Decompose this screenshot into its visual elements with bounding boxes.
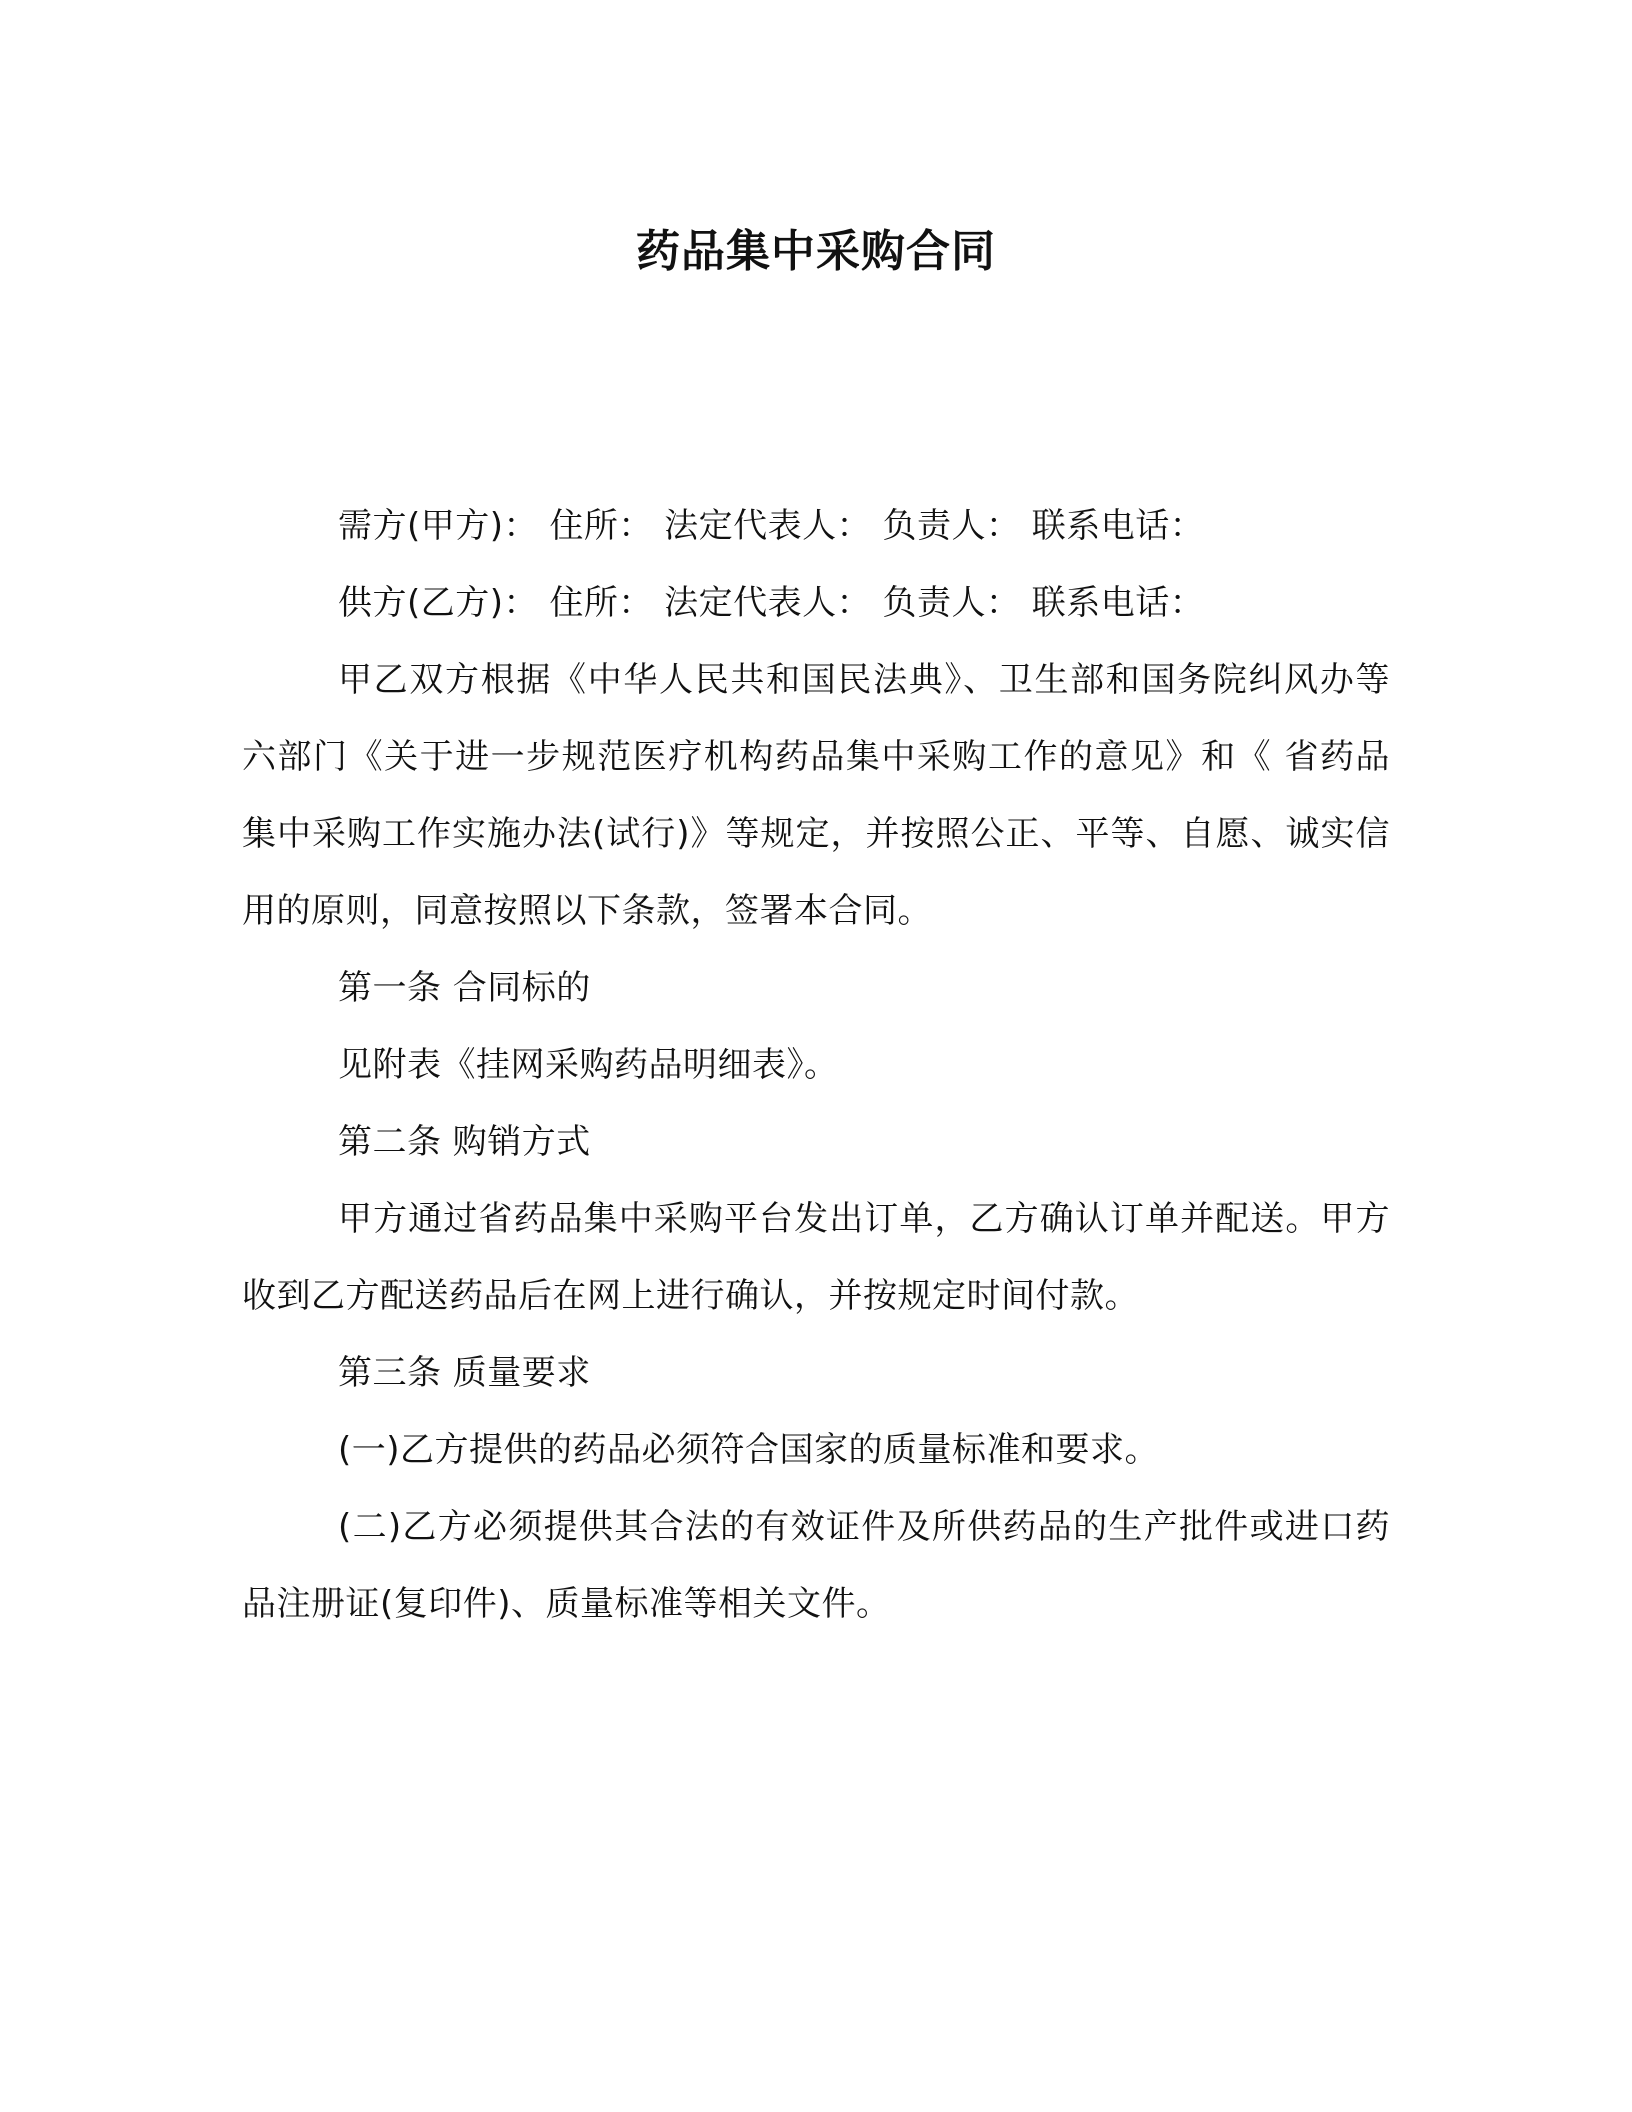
preamble-paragraph: 甲乙双方根据《中华人民共和国民法典》、卫生部和国务院纠风办等六部门《关于进一步规范医疗机构药品集中采购工作的意见》和《 省药品集中采购工作实施办法(试行)》等规定，并按照公正、平等、自愿、诚实信用的原则，同意按照以下条款，签署本合同。 (242, 660, 1390, 931)
article-2-heading: 第二条 购销方式 (338, 1122, 591, 1162)
document-body (242, 488, 1390, 1643)
article-3-clause-2: (二)乙方必须提供其合法的有效证件及所供药品的生产批件或进口药品注册证(复印件)、质量标准等相关文件。 (242, 1507, 1390, 1624)
party-b-info: 供方(乙方)： 住所： 法定代表人： 负责人： 联系电话： (338, 583, 1205, 623)
article-1-content: 见附表《挂网采购药品明细表》。 (338, 1045, 839, 1085)
article-3-heading: 第三条 质量要求 (338, 1353, 591, 1393)
document-title: 药品集中采购合同 (636, 226, 996, 277)
article-2-content: 甲方通过省药品集中采购平台发出订单，乙方确认订单并配送。甲方收到乙方配送药品后在网上进行确认，并按规定时间付款。 (242, 1199, 1390, 1316)
party-a-info: 需方(甲方)： 住所： 法定代表人： 负责人： 联系电话： (338, 506, 1205, 546)
article-3-clause-1: (一)乙方提供的药品必须符合国家的质量标准和要求。 (338, 1430, 1160, 1470)
article-1-heading: 第一条 合同标的 (338, 968, 591, 1008)
